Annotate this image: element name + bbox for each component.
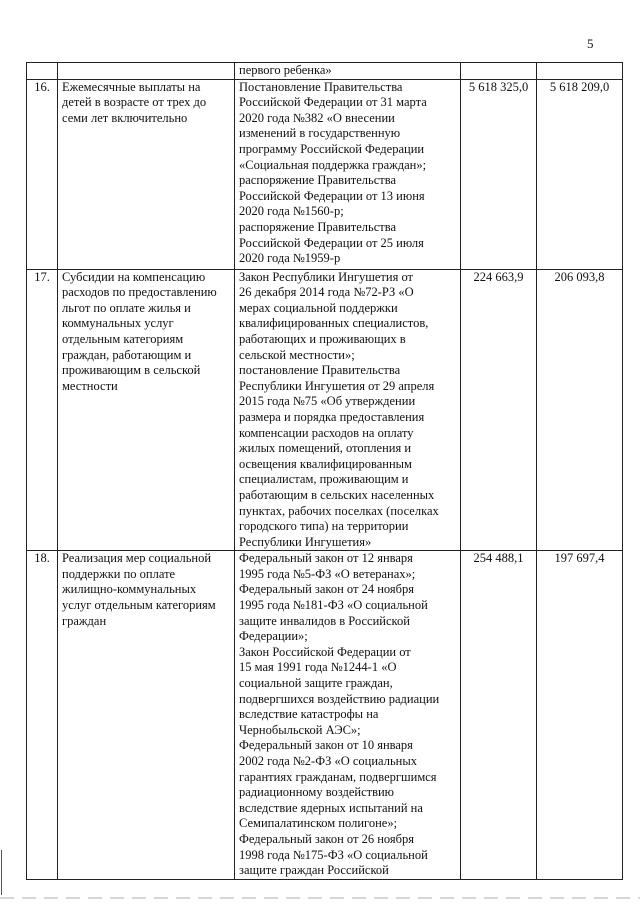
basis-line: Федеральный закон от 24 ноября — [239, 582, 415, 597]
basis-line: компенсации расходов на оплату — [239, 425, 414, 440]
table-row-18 — [27, 551, 623, 879]
row-amount-1: 224 663,9 — [461, 269, 537, 551]
row-description — [58, 79, 235, 269]
description-line: Субсидии на компенсацию — [62, 269, 206, 284]
basis-line: Республики Ингушетия» — [239, 534, 372, 549]
basis-line: распоряжение Правительства — [239, 173, 397, 188]
basis-line: Федеральный закон от 10 января — [239, 738, 413, 753]
row-continuation-amount-2 — [537, 63, 623, 80]
basis-line: освещения квалифицированным — [239, 456, 412, 471]
row-amount-2: 197 697,4 — [537, 551, 623, 879]
basis-line: Постановление Правительства — [239, 79, 403, 94]
basis-line: Чернобыльской АЭС»; — [239, 722, 361, 737]
row-legal-basis — [235, 551, 461, 879]
basis-line: защите граждан Российской — [239, 863, 389, 878]
basis-line: Федерации»; — [239, 629, 308, 644]
table-row-17 — [27, 269, 623, 551]
basis-line: вследствие катастрофы на — [239, 707, 379, 722]
description-line: семи лет включительно — [62, 110, 188, 125]
basis-line: Республики Ингушетия от 29 апреля — [239, 378, 435, 393]
basis-line: Российской Федерации от 25 июля — [239, 235, 424, 250]
row-amount-1: 254 488,1 — [461, 551, 537, 879]
basis-line: 1998 года №175-ФЗ «О социальной — [239, 847, 428, 862]
row-continuation-description — [58, 63, 235, 80]
basis-line: защите инвалидов в Российской — [239, 613, 410, 628]
basis-line: программу Российской Федерации — [239, 141, 425, 156]
row-amount-1: 5 618 325,0 — [461, 79, 537, 269]
description-line: жилищно-коммунальных — [62, 582, 197, 597]
basis-line: 2015 года №75 «Об утверждении — [239, 394, 416, 409]
basis-line: изменений в государственную — [239, 126, 401, 141]
basis-line: 26 декабря 2014 года №72-РЗ «О — [239, 285, 414, 300]
basis-line: гарантиях гражданам, подвергшимся — [239, 769, 437, 784]
basis-line: работающим в сельских населенных — [239, 487, 435, 502]
row-description — [58, 269, 235, 551]
description-line: отдельным категориям — [62, 331, 184, 346]
basis-line: городского типа) на территории — [239, 519, 409, 534]
description-line: Реализация мер социальной — [62, 551, 212, 566]
basis-line: Федеральный закон от 12 января — [239, 551, 413, 566]
basis-line: постановление Правительства — [239, 363, 401, 378]
description-line: коммунальных услуг — [62, 316, 174, 331]
basis-line: радиационному воздействию — [239, 785, 395, 800]
description-line: льгот по оплате жилья и — [62, 300, 191, 315]
basis-line: «Социальная поддержка граждан»; — [239, 157, 427, 172]
basis-line: работающих и проживающих в — [239, 331, 406, 346]
basis-line: Российской Федерации от 31 марта — [239, 95, 427, 110]
basis-line: 2020 года №1959-р — [239, 251, 341, 266]
row-number: 17. — [27, 269, 58, 551]
row-legal-basis — [235, 79, 461, 269]
basis-line: Федеральный закон от 26 ноября — [239, 831, 415, 846]
basis-line: подвергшихся воздействию радиации — [239, 691, 440, 706]
description-line: расходов по предоставлению — [62, 285, 217, 300]
basis-line: Закон Российской Федерации от — [239, 644, 411, 659]
row-description — [58, 551, 235, 879]
basis-line: социальной защите граждан, — [239, 676, 393, 691]
row-continuation-amount-1 — [461, 63, 537, 80]
basis-line: размера и порядка предоставления — [239, 409, 425, 424]
basis-line: распоряжение Правительства — [239, 219, 397, 234]
basis-line: Закон Республики Ингушетия от — [239, 269, 413, 284]
description-line: граждан — [62, 613, 107, 628]
continuation-text: первого ребенка» — [239, 63, 332, 77]
table-row-continuation — [27, 63, 623, 80]
basis-line: 2020 года №1560-р; — [239, 204, 344, 219]
basis-line: вследствие ядерных испытаний на — [239, 800, 423, 815]
row-amount-2: 5 618 209,0 — [537, 79, 623, 269]
row-number: 16. — [27, 79, 58, 269]
basis-line: Семипалатинском полигоне»; — [239, 816, 398, 831]
basis-line: 15 мая 1991 года №1244-1 «О — [239, 660, 397, 675]
row-continuation-number — [27, 63, 58, 80]
basis-line: 1995 года №181-ФЗ «О социальной — [239, 598, 428, 613]
row-amount-2: 206 093,8 — [537, 269, 623, 551]
basis-line: пунктах, рабочих поселках (поселках — [239, 503, 439, 518]
description-line: услуг отдельным категориям — [62, 598, 216, 613]
row-legal-basis — [235, 269, 461, 551]
row-continuation-basis — [235, 63, 461, 80]
basis-line: жилых помещений, отопления и — [239, 441, 412, 456]
basis-line: сельской местности»; — [239, 347, 355, 362]
basis-line: 1995 года №5-ФЗ «О ветеранах»; — [239, 566, 416, 581]
description-line: поддержки по оплате — [62, 566, 176, 581]
basis-line: мерах социальной поддержки — [239, 300, 398, 315]
basis-line: 2002 года №2-ФЗ «О социальных — [239, 754, 417, 768]
table-row-16 — [27, 79, 623, 269]
basis-line: квалифицированных специалистов, — [239, 316, 429, 331]
description-line: Ежемесячные выплаты на — [62, 79, 201, 94]
basis-line: Российской Федерации от 13 июня — [239, 188, 425, 203]
description-line: местности — [62, 378, 118, 393]
description-line: проживающим в сельской — [62, 363, 201, 378]
benefits-table — [26, 62, 623, 880]
scan-bottom-artifact — [0, 897, 640, 899]
basis-line: 2020 года №382 «О внесении — [239, 110, 395, 125]
row-number: 18. — [27, 551, 58, 879]
description-line: граждан, работающим и — [62, 347, 192, 362]
description-line: детей в возрасте от трех до — [62, 95, 207, 110]
page-number: 5 — [587, 36, 594, 51]
scan-edge-mark — [1, 850, 2, 895]
basis-line: специалистам, проживающим и — [239, 472, 409, 487]
